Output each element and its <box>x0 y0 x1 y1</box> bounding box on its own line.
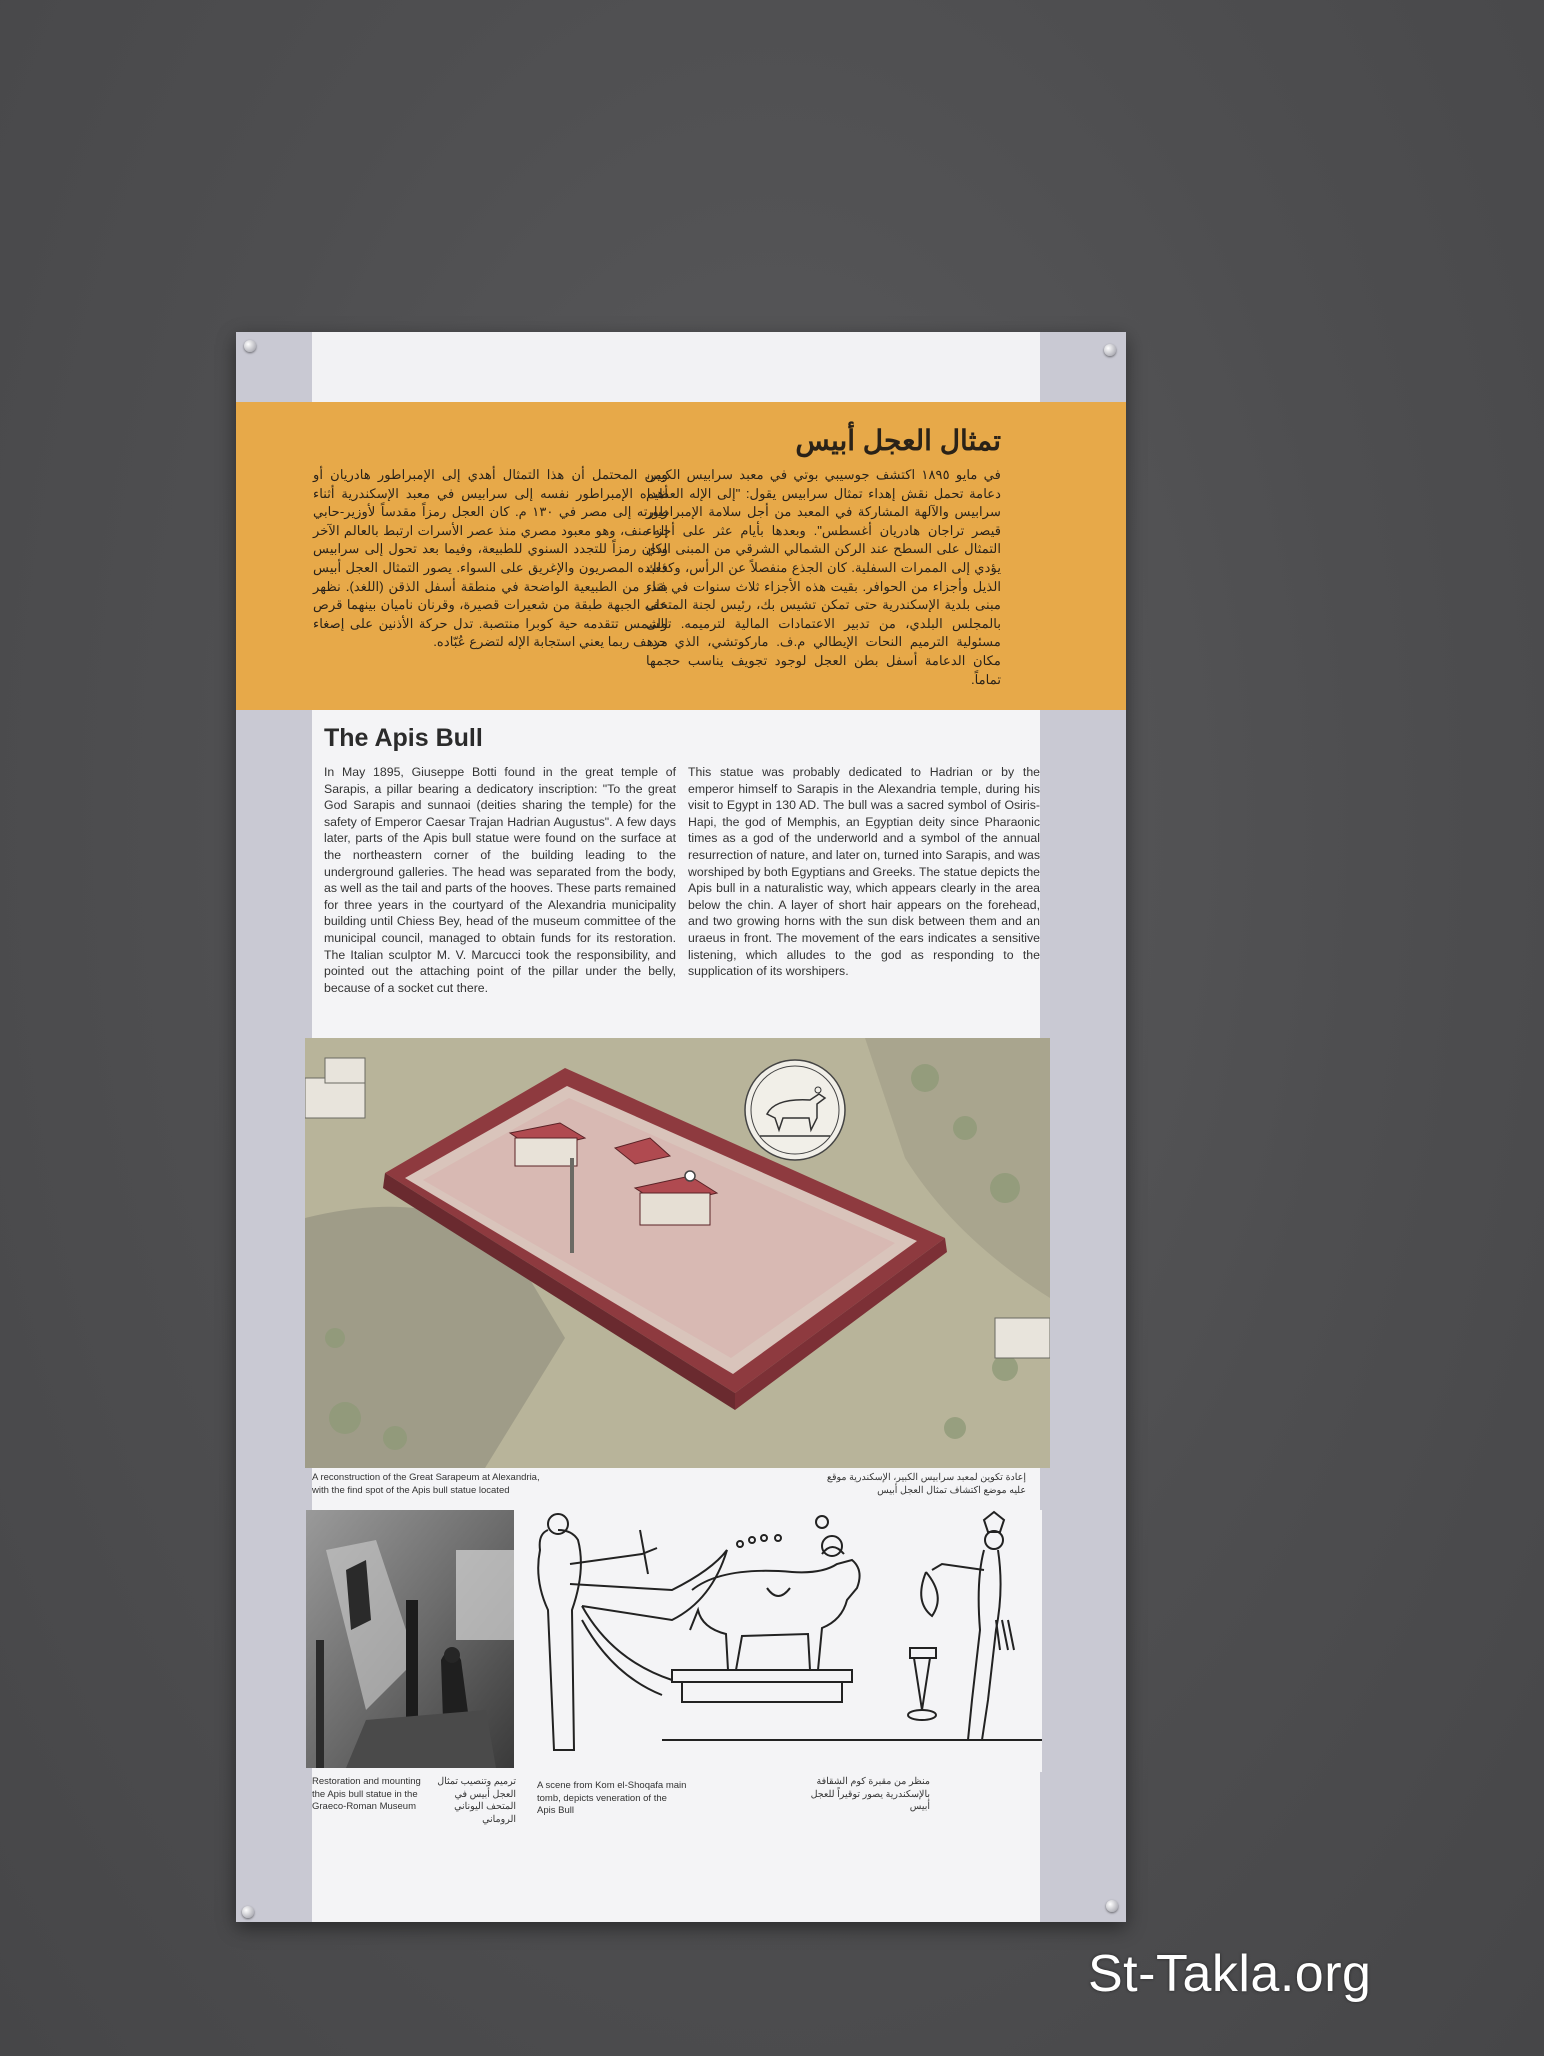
screw-icon <box>242 1906 254 1918</box>
arabic-title: تمثال العجل أبيس <box>795 425 1001 456</box>
english-title: The Apis Bull <box>324 724 483 752</box>
arabic-text-band <box>236 402 1126 710</box>
watermark-text: St-Takla.org <box>1088 1945 1372 2003</box>
screw-icon <box>1106 1900 1118 1912</box>
scene-caption-en: A scene from Kom el-Shoqafa main tomb, depicts veneration of the Apis Bull <box>537 1780 687 1816</box>
photo-caption-en: Restoration and mounting the Apis bull statue in the Graeco-Roman Museum <box>312 1776 421 1812</box>
information-panel <box>236 332 1126 1922</box>
english-column-right: This statue was probably dedicated to Hadrian or by the emperor himself to Sarapis in the Alexandria temple, during his visit to Egypt in 130 AD. The bull was a sacred symbol of Osiris-Hapi, the god of Memphis, an Egyptian deity since Pharaonic times as a god of the underworld and a symbol of the annual resurrection of nature, and later on, turned into Sarapis, and was worshiped by both Egyptians and Greeks. The statue depicts the Apis bull in a naturalistic way, which appears clearly in the area below the chin. A layer of short hair appears on the forehead, and two growing horns with the sun disk between them and an uraeus in front. The movement of the ears indicates a sensitive listening, which alludes to the god as responding to the supplication of its worshipers. <box>688 765 1040 979</box>
scene-caption-ar: منظر من مقبرة كوم الشقافة بالإسكندرية يصور توقيراً للعجل أبيس <box>810 1776 930 1812</box>
panel-header-strip <box>312 332 1040 402</box>
english-section <box>312 710 1040 1922</box>
kom-el-shoqafa-scene-drawing <box>522 1510 1042 1772</box>
reconstruction-caption-en: A reconstruction of the Great Sarapeum at Alexandria, with the find spot of the Apis bull statue located <box>312 1472 540 1496</box>
english-column-left: In May 1895, Giuseppe Botti found in the great temple of Sarapis, a pillar bearing a dedicatory inscription: "To the great God Sarapis and sunnaoi (deities sharing the temple) for the safety of Emperor Caesar Trajan Hadrian Augustus". A few days later, parts of the Apis bull statue were found on the surface at the northeastern corner of the building leading to the underground galleries. The head was separated from the body, as well as the tail and parts of the hooves. These parts remained for three years in the courtyard of the Alexandria municipality building until Chiess Bey, head of the museum committee of the municipal council, managed to obtain funds for its restoration. The Italian sculptor M. V. Marcucci took the responsibility, and pointed out the attaching point of the pillar under the belly, because of a socket cut there. <box>324 765 676 995</box>
photo-caption-ar: ترميم وتنصيب تمثال العجل أبيس في المتحف اليوناني الروماني <box>437 1776 516 1825</box>
screw-icon <box>1104 344 1116 356</box>
sarapeum-reconstruction-image <box>305 1038 1050 1468</box>
arabic-column-left: ومن المحتمل أن هذا التمثال أهدي إلى الإمبراطور هادريان أو أهداه الإمبراطور نفسه إلى سرابيس في معبد الإسكندرية أثناء زيارته إلى مصر في ١٣٠ م. كان العجل رمزاً مقدساً لأوزير-حابي إله منف، وهو معبود مصري منذ عصر الأسرات ارتبط بالعالم الآخر وكان رمزاً للتجدد السنوي للطبيعة، وفيما بعد تحول إلى سرابيس فعبده المصريون والإغريق على السواء. يصور التمثال العجل أبيس بقدر من الطبيعية الواضحة في منطقة أسفل الذقن (اللغد). نظهر على الجبهة طبقة من شعيرات قصيرة، وقرنان ناميان بينهما قرص الشمس تتقدمه حية كوبرا منتصبة. تدل حركة الأذنين على إصغاء مرهف ربما يعني استجابة الإله لتضرع عُبّاده. <box>313 467 668 650</box>
restoration-photo <box>306 1510 514 1768</box>
reconstruction-caption-ar: إعادة تكوين لمعبد سرابيس الكبير، الإسكندرية موقع عليه موضع اكتشاف تمثال العجل أبيس <box>826 1472 1026 1496</box>
screw-icon <box>244 340 256 352</box>
arabic-column-right: في مايو ١٨٩٥ اكتشف جوسيبي بوتي في معبد سرابيس الكبير، دعامة تحمل نقش إهداء تمثال سرابيس يقول: "إلى الإله العظيم سرابيس والآلهة المشاركة في المعبد من أجل سلامة الإمبراطور قيصر تراجان هادريان أغسطس". وبعدها بأيام عثر على أجزاء التمثال على السطح عند الركن الشمالي الشرقي من المبنى الذي يؤدي إلى الممرات السفلية. كان الجذع منفصلاً عن الرأس، وكذلك الذيل وأجزاء من الحوافر. بقيت هذه الأجزاء ثلاث سنوات في فناء مبنى بلدية الإسكندرية حتى تمكن تشيس بك، رئيس لجنة المتحف بالمجلس البلدي، من تدبير الاعتمادات المالية لترميمه. تولى مسئولية الترميم النحات الإيطالي م.ف. ماركوتشي، الذي حدد مكان الدعامة أسفل بطن العجل لوجود تجويف يناسب حجمها تماماً. <box>646 467 1001 687</box>
